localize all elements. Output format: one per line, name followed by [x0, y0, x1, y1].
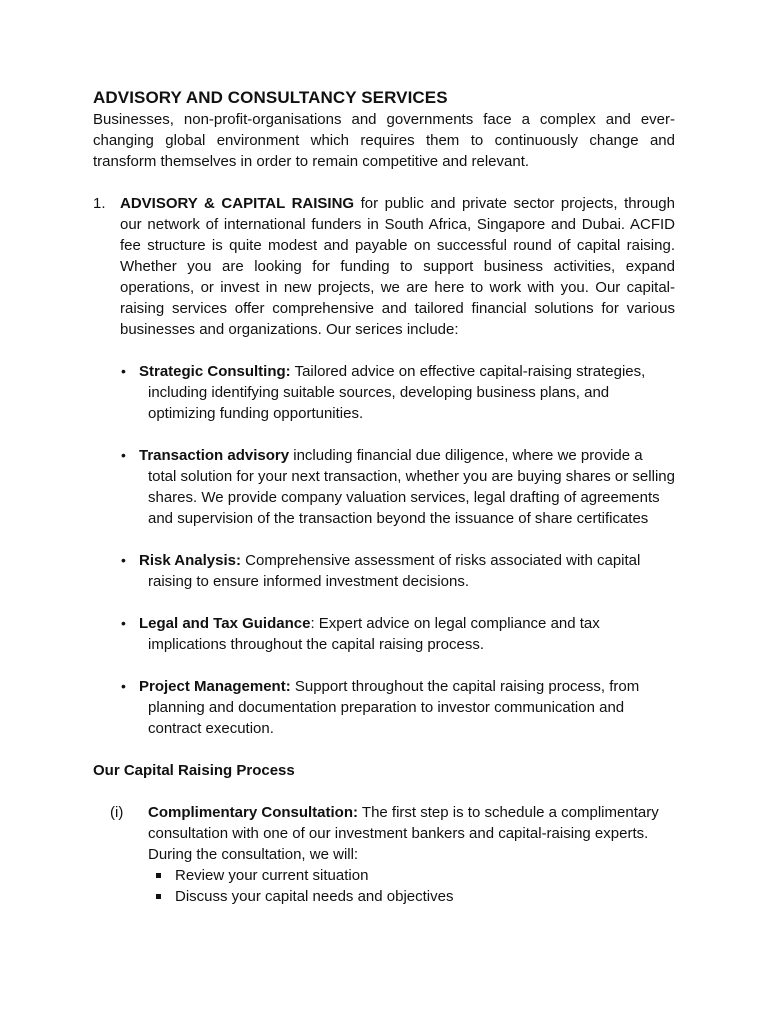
list-item: [148, 886, 675, 907]
services-list: [93, 361, 675, 739]
process-step-1: [93, 802, 675, 907]
item-number: 1.: [93, 195, 106, 212]
service-text: Tailored advice on effective capital-raising strategies, including identifying suitable sources, developing business plans, and optimizing funding opportunities.: [148, 363, 646, 422]
bullet-icon: •: [121, 678, 126, 694]
list-item: [148, 865, 675, 886]
numbered-item-1: [93, 193, 675, 340]
service-text: Support throughout the capital raising process, from planning and documentation preparation to investor communication and contract execution.: [148, 678, 640, 737]
service-text: including financial due diligence, where we provide a total solution for your next transaction, whether you are buying shares or selling shares. We provide company valuation services, legal drafting of agreements and supervision of the transaction beyond the issuance of share certificates: [148, 447, 675, 527]
service-title: Strategic Consulting:: [139, 363, 291, 380]
step-1-points: [148, 865, 675, 907]
bullet-icon: •: [121, 363, 126, 379]
item-1-title: ADVISORY & CAPITAL RAISING: [120, 195, 355, 212]
step-1-title: Complimentary Consultation:: [148, 804, 359, 821]
bullet-icon: •: [121, 447, 126, 463]
list-item: [93, 445, 675, 529]
item-1-paragraph: [120, 193, 675, 340]
list-item: [93, 613, 675, 655]
step-1-text: The first step is to schedule a complimentary consultation with one of our investment bankers and capital-raising experts. During the consultation, we will:: [148, 804, 659, 863]
service-title: Legal and Tax Guidance: [139, 615, 311, 632]
service-title: Project Management:: [139, 678, 291, 695]
service-text: Comprehensive assessment of risks associated with capital raising to ensure informed investment decisions.: [148, 552, 641, 590]
document-page: [93, 87, 675, 907]
service-title: Risk Analysis:: [139, 552, 241, 569]
point-text: Discuss your capital needs and objectives: [175, 888, 454, 905]
intro-paragraph: Businesses, non-profit-organisations and governments face a complex and ever-changing global environment which requires them to continuously change and transform themselves in order to remain competitive and relevant.: [93, 111, 675, 170]
list-item: [93, 361, 675, 424]
bullet-icon: •: [121, 615, 126, 631]
step-number: (i): [110, 804, 124, 821]
service-title: Transaction advisory: [139, 447, 290, 464]
list-item: [93, 550, 675, 592]
step-1-paragraph: [148, 802, 675, 865]
square-bullet-icon: [156, 873, 161, 878]
point-text: Review your current situation: [175, 867, 369, 884]
bullet-icon: •: [121, 552, 126, 568]
item-1-text: for public and private sector projects, through our network of international funders in South Africa, Singapore and Dubai. ACFID fee structure is quite modest and payable on successful round of capital raising. Whether you are looking for funding to support business activities, expand operations, or invest in new projects, we are here to work with you. Our capital-raising services offer comprehensive and tailored financial solutions for various businesses and organizations. Our serices include:: [120, 195, 675, 338]
section-heading: Our Capital Raising Process: [93, 762, 295, 779]
list-item: [93, 676, 675, 739]
square-bullet-icon: [156, 894, 161, 899]
page-title: ADVISORY AND CONSULTANCY SERVICES: [93, 88, 448, 107]
service-text: : Expert advice on legal compliance and tax implications throughout the capital raising process.: [148, 615, 600, 653]
